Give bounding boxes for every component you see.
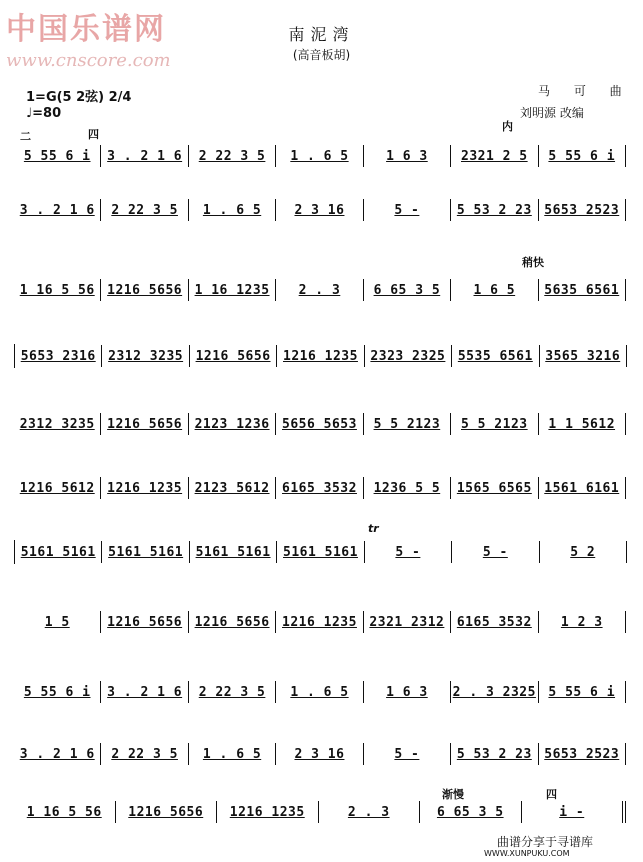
measure-notes: 2 3 16 <box>294 746 345 762</box>
measure-notes: 5 5 2123 <box>461 416 528 432</box>
measure-notes: 5 - <box>394 202 420 218</box>
measure <box>364 413 451 435</box>
measure <box>14 477 101 499</box>
measure <box>539 681 626 703</box>
fingering-mark: 二 <box>20 130 31 143</box>
measure-notes: 1216 1235 <box>282 614 357 630</box>
measure-notes: 5 55 6 i <box>548 148 616 164</box>
measure-notes: 1 16 5 56 <box>26 804 102 820</box>
measure-notes: 3565 3216 <box>545 348 621 364</box>
measure <box>451 743 538 765</box>
measure <box>539 477 626 499</box>
measure <box>14 801 116 823</box>
measure <box>189 681 276 703</box>
measure <box>217 801 319 823</box>
score-line <box>14 476 626 500</box>
measure <box>539 413 626 435</box>
composer: 马 可 曲 <box>538 84 632 98</box>
measure <box>101 145 188 167</box>
measure <box>276 413 363 435</box>
measure-notes: i - <box>559 804 585 820</box>
measure <box>451 681 538 703</box>
measure-notes: 2 . 3 <box>298 282 341 298</box>
measure-notes: 5 2 <box>570 544 596 560</box>
measure-notes: 5161 5161 <box>195 544 271 560</box>
measure-notes: 3 . 2 1 6 <box>107 148 183 164</box>
measure-notes: 2 3 16 <box>294 202 345 218</box>
measure <box>539 611 626 633</box>
measure-notes: 1 6 5 <box>473 282 516 298</box>
measure <box>364 199 451 221</box>
measure <box>189 611 276 633</box>
score-line <box>14 344 627 368</box>
measure-notes: 1561 6161 <box>544 480 620 496</box>
measure <box>451 413 538 435</box>
measure-notes: 1216 1235 <box>283 348 358 364</box>
measure <box>277 541 364 563</box>
measure-notes: 2123 1236 <box>194 416 270 432</box>
measure-notes: 1 . 6 5 <box>290 148 349 164</box>
measure <box>189 413 276 435</box>
measure <box>14 413 101 435</box>
measure-notes: 2312 3235 <box>108 348 184 364</box>
measure-notes: 5653 2523 <box>544 202 620 218</box>
measure <box>14 145 101 167</box>
measure-notes: 3 . 2 1 6 <box>19 746 95 762</box>
measure-notes: 1 . 6 5 <box>202 202 262 218</box>
measure-notes: 2 22 3 5 <box>111 746 178 762</box>
measure <box>451 611 538 633</box>
measure-notes: 1 . 6 5 <box>202 746 262 762</box>
key-text: 1=G(5 2弦) <box>26 90 105 105</box>
measure-notes: 3 . 2 1 6 <box>19 202 95 218</box>
measure-notes: 5 - <box>394 746 420 762</box>
time-signature: 2/4 <box>108 90 132 105</box>
measure <box>276 199 363 221</box>
score-line <box>14 800 626 824</box>
measure-notes: 1216 1235 <box>107 480 183 496</box>
measure-notes: 1 . 6 5 <box>290 684 349 700</box>
measure-notes: 6165 3532 <box>282 480 357 496</box>
measure-notes: 2123 5612 <box>194 480 270 496</box>
measure-notes: 2 22 3 5 <box>111 202 178 218</box>
measure <box>364 743 451 765</box>
fingering-mark: 四 <box>88 128 99 141</box>
measure-notes: 2 22 3 5 <box>198 148 266 164</box>
measure-notes: 1236 5 5 <box>373 480 441 496</box>
measure-notes: 2 . 3 <box>347 804 390 820</box>
measure-notes: 5 - <box>395 544 421 560</box>
key-signature <box>26 86 131 105</box>
measure <box>539 279 626 301</box>
measure <box>364 611 451 633</box>
measure <box>364 145 451 167</box>
measure <box>101 199 188 221</box>
score-line <box>14 144 626 168</box>
measure-notes: 1 6 3 <box>386 684 428 700</box>
measure <box>189 145 276 167</box>
measure-notes: 1 6 3 <box>386 148 428 164</box>
measure-notes: 2312 3235 <box>19 416 95 432</box>
fingering-mark: 内 <box>502 120 513 133</box>
measure <box>101 279 188 301</box>
measure-notes: 5161 5161 <box>20 544 96 560</box>
measure <box>539 743 626 765</box>
measure-notes: 5 55 6 i <box>23 148 91 164</box>
measure-notes: 2323 2325 <box>370 348 446 364</box>
measure <box>451 477 538 499</box>
measure <box>276 477 363 499</box>
measure-notes: 6 65 3 5 <box>373 282 441 298</box>
tempo-change-mark: 渐慢 <box>442 788 464 801</box>
fingering-mark: 四 <box>546 788 557 801</box>
measure-notes: 2321 2 5 <box>461 148 528 164</box>
measure-notes: 5 55 6 i <box>23 684 91 700</box>
measure-notes: 5161 5161 <box>108 544 184 560</box>
measure <box>101 477 188 499</box>
measure <box>451 199 538 221</box>
measure-notes: 6 65 3 5 <box>436 804 504 820</box>
measure <box>364 279 451 301</box>
measure-notes: 2321 2312 <box>369 614 445 630</box>
arranger: 刘明源 改编 <box>520 106 584 120</box>
measure-notes: 5 - <box>482 544 508 560</box>
score-line <box>14 742 626 766</box>
measure <box>540 345 627 367</box>
measure <box>539 199 626 221</box>
measure-notes: 5635 6561 <box>544 282 620 298</box>
measure-notes: 5653 2523 <box>544 746 620 762</box>
measure <box>15 541 102 563</box>
measure <box>319 801 421 823</box>
measure <box>15 345 102 367</box>
measure-notes: 1216 5656 <box>194 614 270 630</box>
measure-notes: 2 22 3 5 <box>198 684 266 700</box>
measure-notes: 1 2 3 <box>560 614 603 630</box>
measure-notes: 3 . 2 1 6 <box>107 684 183 700</box>
measure <box>190 345 277 367</box>
measure-notes: 5 55 6 i <box>548 684 616 700</box>
measure-notes: 1216 5656 <box>107 282 183 298</box>
measure <box>540 541 627 563</box>
footer-credit: 曲谱分享于寻谱库 <box>497 835 594 849</box>
measure <box>189 199 276 221</box>
measure <box>452 541 539 563</box>
measure-notes: 6165 3532 <box>456 614 532 630</box>
measure-notes: 1216 5612 <box>19 480 95 496</box>
measure <box>522 801 627 823</box>
footer-url: WWW.XUNPUKU.COM <box>484 849 570 858</box>
score-line <box>14 610 626 634</box>
measure-notes: 1216 1235 <box>229 804 305 820</box>
measure <box>276 279 363 301</box>
measure <box>101 681 188 703</box>
measure <box>102 541 189 563</box>
score-line <box>14 540 627 564</box>
measure-notes: 1 1 5612 <box>548 416 616 432</box>
measure-notes: 1 5 <box>44 614 70 630</box>
measure-notes: 1216 5656 <box>128 804 204 820</box>
score-line <box>14 412 626 436</box>
measure <box>365 541 452 563</box>
measure <box>364 477 451 499</box>
measure <box>116 801 218 823</box>
measure <box>451 145 538 167</box>
tempo-change-mark: 稍快 <box>522 256 544 269</box>
measure <box>451 279 538 301</box>
measure <box>276 743 363 765</box>
measure <box>14 681 101 703</box>
watermark-url: www.cnscore.com <box>6 50 171 71</box>
measure-notes: 5535 6561 <box>457 348 533 364</box>
measure <box>276 681 363 703</box>
score-line <box>14 198 626 222</box>
measure-notes: 1 16 5 56 <box>19 282 95 298</box>
page-title: 南泥湾 <box>288 25 355 44</box>
measure <box>101 413 188 435</box>
measure <box>364 681 451 703</box>
measure <box>276 145 363 167</box>
measure <box>277 345 364 367</box>
measure <box>189 279 276 301</box>
measure-notes: 5656 5653 <box>282 416 357 432</box>
tempo-marking: ♩=80 <box>26 106 62 121</box>
measure <box>452 345 539 367</box>
measure <box>14 743 101 765</box>
measure-notes: 5 5 2123 <box>373 416 441 432</box>
measure <box>102 345 189 367</box>
measure-notes: 1 16 1235 <box>194 282 270 298</box>
measure <box>420 801 522 823</box>
watermark-site: 中国乐谱网 <box>6 12 166 47</box>
measure-notes: 2 . 3 2325 <box>452 684 536 700</box>
score-line <box>14 278 626 302</box>
trill-mark: tr <box>368 522 379 535</box>
measure-notes: 5 53 2 23 <box>456 746 532 762</box>
measure-notes: 1216 5656 <box>107 416 183 432</box>
score-line <box>14 680 626 704</box>
measure <box>14 611 101 633</box>
measure-notes: 5 53 2 23 <box>456 202 532 218</box>
measure-notes: 1216 5656 <box>107 614 183 630</box>
measure <box>539 145 626 167</box>
measure <box>190 541 277 563</box>
measure <box>14 279 101 301</box>
page-subtitle: (高音板胡) <box>292 48 351 62</box>
measure <box>101 743 188 765</box>
measure-notes: 5161 5161 <box>283 544 358 560</box>
measure-notes: 1565 6565 <box>456 480 532 496</box>
measure-notes: 1216 5656 <box>195 348 271 364</box>
measure <box>276 611 363 633</box>
measure-notes: 5653 2316 <box>20 348 96 364</box>
measure <box>189 743 276 765</box>
measure <box>14 199 101 221</box>
measure <box>189 477 276 499</box>
measure <box>365 345 452 367</box>
measure <box>101 611 188 633</box>
